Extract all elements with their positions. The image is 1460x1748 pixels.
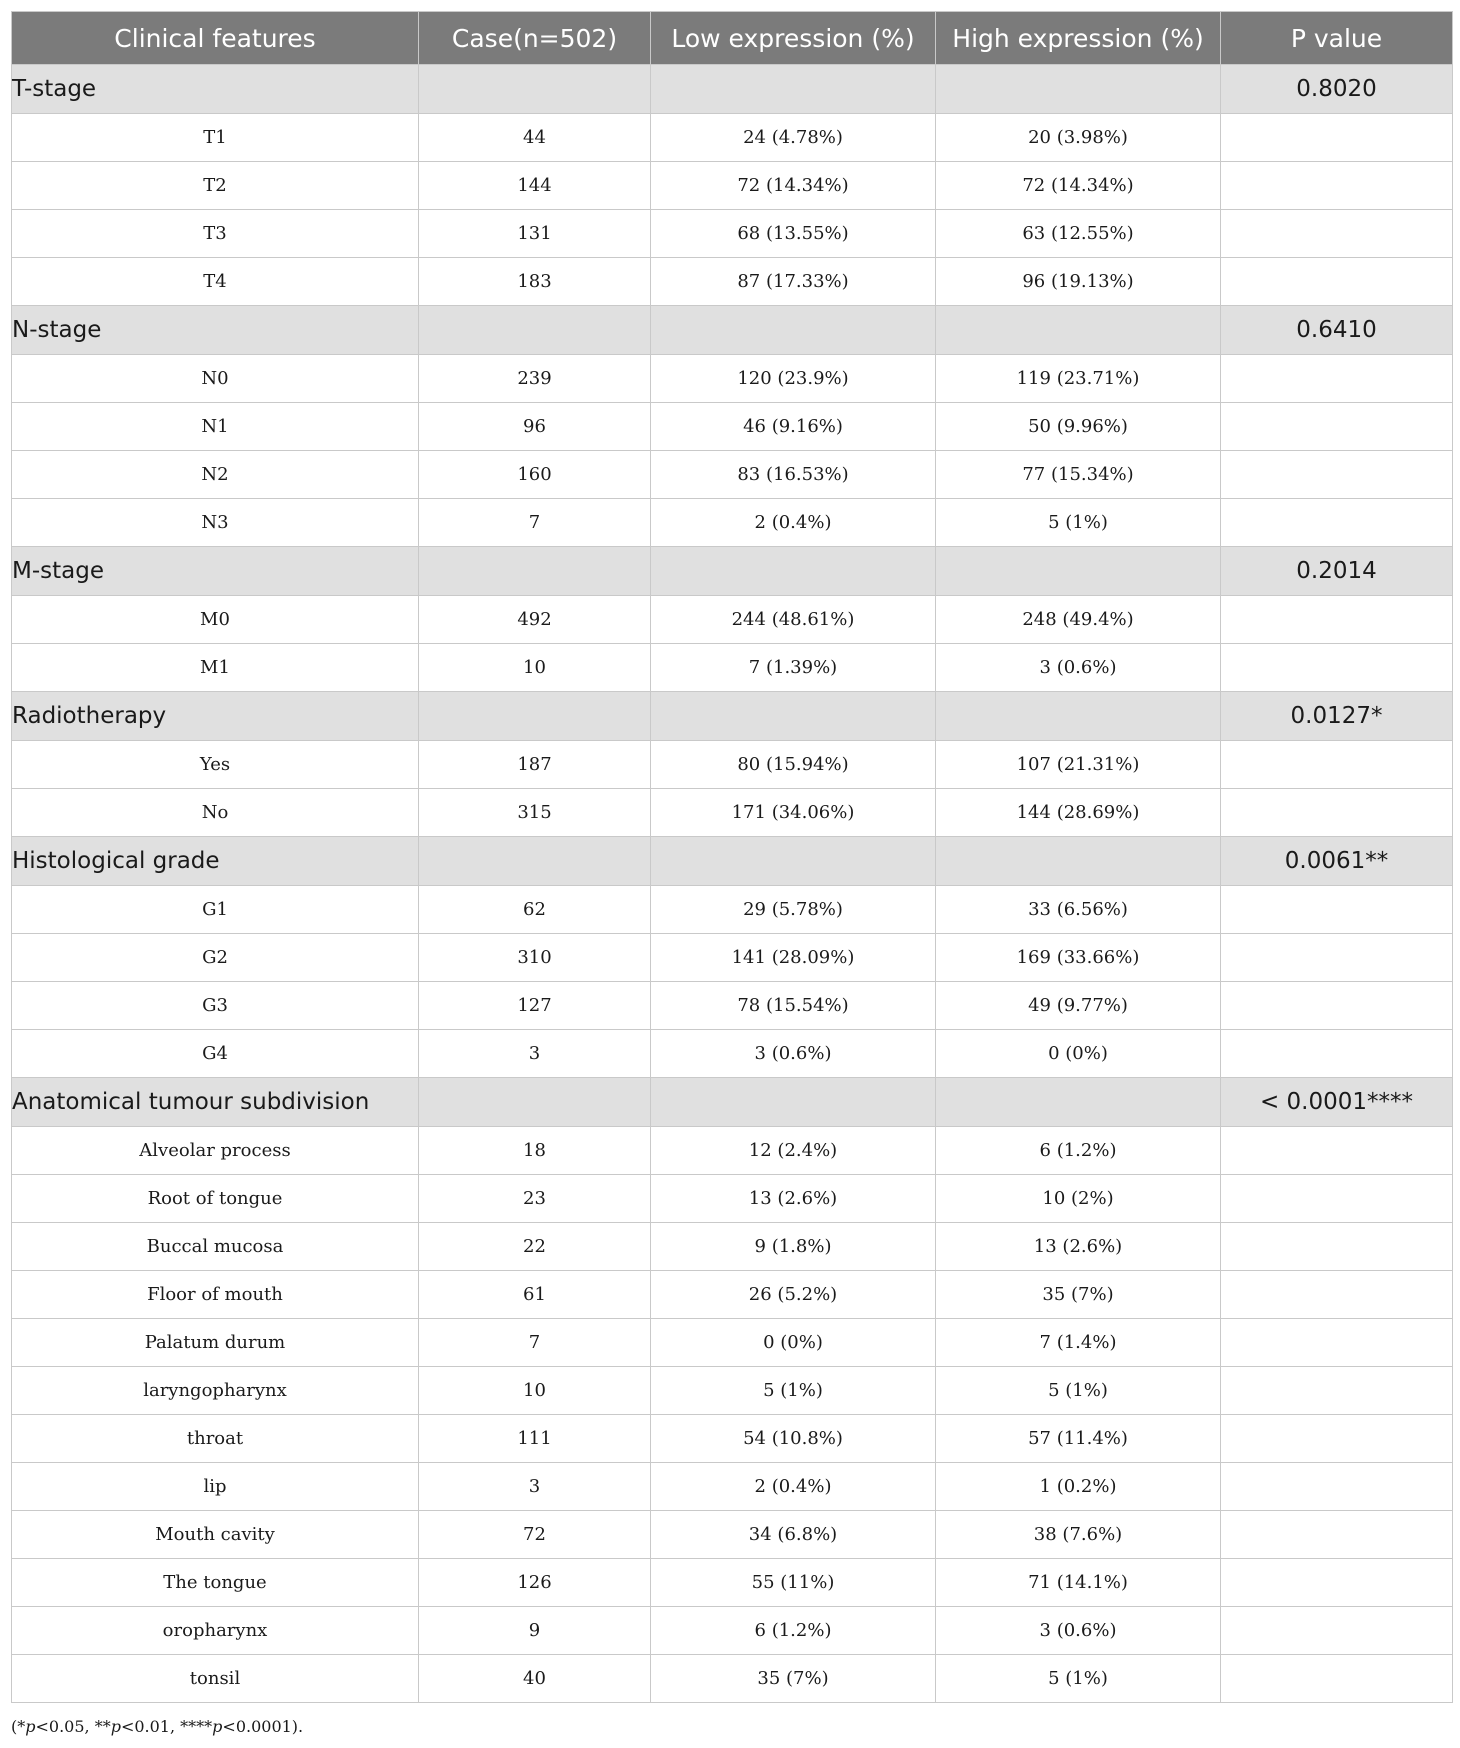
low-expression-cell: 120 (23.9%) [651,355,936,403]
table-row [12,499,1453,547]
footnote-text: <0.05, ** [35,1717,111,1736]
high-expression-cell: 33 (6.56%) [936,886,1221,934]
feature-cell: Palatum durum [12,1319,419,1367]
group-name: N-stage [12,306,419,355]
low-expression-cell: 46 (9.16%) [651,403,936,451]
feature-cell: throat [12,1415,419,1463]
feature-cell: Yes [12,741,419,789]
p-value-cell [1221,934,1453,982]
group-name: Anatomical tumour subdivision [12,1078,419,1127]
group-empty-cell [936,837,1221,886]
p-value-cell [1221,114,1453,162]
p-value-cell [1221,403,1453,451]
high-expression-cell: 248 (49.4%) [936,596,1221,644]
case-cell: 18 [419,1127,651,1175]
footnote-text: <0.0001). [222,1717,304,1736]
case-cell: 22 [419,1223,651,1271]
high-expression-cell: 7 (1.4%) [936,1319,1221,1367]
table-row [12,403,1453,451]
feature-cell: N3 [12,499,419,547]
group-p-value: 0.0127* [1221,692,1453,741]
table-row [12,741,1453,789]
table-body [12,65,1453,1703]
high-expression-cell: 20 (3.98%) [936,114,1221,162]
low-expression-cell: 0 (0%) [651,1319,936,1367]
feature-cell: Root of tongue [12,1175,419,1223]
high-expression-cell: 57 (11.4%) [936,1415,1221,1463]
high-expression-cell: 50 (9.96%) [936,403,1221,451]
low-expression-cell: 171 (34.06%) [651,789,936,837]
feature-cell: G2 [12,934,419,982]
case-cell: 10 [419,644,651,692]
table-row [12,1175,1453,1223]
case-cell: 315 [419,789,651,837]
group-empty-cell [419,65,651,114]
p-value-cell [1221,1319,1453,1367]
footnote-p-var: p [110,1717,121,1736]
table-row [12,982,1453,1030]
feature-cell: G1 [12,886,419,934]
group-name: Histological grade [12,837,419,886]
p-value-cell [1221,210,1453,258]
feature-cell: T3 [12,210,419,258]
low-expression-cell: 87 (17.33%) [651,258,936,306]
p-value-cell [1221,499,1453,547]
table-row [12,1607,1453,1655]
high-expression-cell: 0 (0%) [936,1030,1221,1078]
p-value-cell [1221,1463,1453,1511]
table-row [12,1511,1453,1559]
table-footnote [11,1717,303,1736]
high-expression-cell: 119 (23.71%) [936,355,1221,403]
footnote-p-var: p [25,1717,36,1736]
group-name: Radiotherapy [12,692,419,741]
case-cell: 96 [419,403,651,451]
high-expression-cell: 71 (14.1%) [936,1559,1221,1607]
case-cell: 239 [419,355,651,403]
low-expression-cell: 54 (10.8%) [651,1415,936,1463]
table-row [12,258,1453,306]
table-header [12,12,1453,65]
low-expression-cell: 80 (15.94%) [651,741,936,789]
feature-cell: lip [12,1463,419,1511]
feature-cell: laryngopharynx [12,1367,419,1415]
table-row [12,1127,1453,1175]
group-name: T-stage [12,65,419,114]
table-row [12,1030,1453,1078]
p-value-cell [1221,258,1453,306]
header-low-expression: Low expression (%) [651,12,936,65]
table-row [12,1367,1453,1415]
low-expression-cell: 244 (48.61%) [651,596,936,644]
feature-cell: Buccal mucosa [12,1223,419,1271]
p-value-cell [1221,355,1453,403]
p-value-cell [1221,1559,1453,1607]
case-cell: 144 [419,162,651,210]
table-row [12,355,1453,403]
case-cell: 3 [419,1030,651,1078]
low-expression-cell: 24 (4.78%) [651,114,936,162]
feature-cell: N0 [12,355,419,403]
low-expression-cell: 9 (1.8%) [651,1223,936,1271]
case-cell: 131 [419,210,651,258]
low-expression-cell: 35 (7%) [651,1655,936,1703]
low-expression-cell: 26 (5.2%) [651,1271,936,1319]
header-p-value: P value [1221,12,1453,65]
group-row [12,692,1453,741]
feature-cell: G4 [12,1030,419,1078]
group-row [12,547,1453,596]
table-row [12,596,1453,644]
table-row [12,789,1453,837]
group-empty-cell [651,692,936,741]
low-expression-cell: 2 (0.4%) [651,1463,936,1511]
feature-cell: oropharynx [12,1607,419,1655]
case-cell: 61 [419,1271,651,1319]
high-expression-cell: 5 (1%) [936,1367,1221,1415]
table-row [12,451,1453,499]
case-cell: 310 [419,934,651,982]
low-expression-cell: 29 (5.78%) [651,886,936,934]
case-cell: 187 [419,741,651,789]
low-expression-cell: 13 (2.6%) [651,1175,936,1223]
feature-cell: M0 [12,596,419,644]
p-value-cell [1221,886,1453,934]
group-empty-cell [651,306,936,355]
case-cell: 10 [419,1367,651,1415]
group-empty-cell [936,547,1221,596]
table-row [12,1463,1453,1511]
high-expression-cell: 5 (1%) [936,1655,1221,1703]
feature-cell: T1 [12,114,419,162]
high-expression-cell: 10 (2%) [936,1175,1221,1223]
case-cell: 9 [419,1607,651,1655]
high-expression-cell: 3 (0.6%) [936,644,1221,692]
p-value-cell [1221,1223,1453,1271]
p-value-cell [1221,1271,1453,1319]
high-expression-cell: 49 (9.77%) [936,982,1221,1030]
feature-cell: G3 [12,982,419,1030]
case-cell: 40 [419,1655,651,1703]
group-p-value: 0.2014 [1221,547,1453,596]
group-p-value: 0.0061** [1221,837,1453,886]
high-expression-cell: 5 (1%) [936,499,1221,547]
low-expression-cell: 5 (1%) [651,1367,936,1415]
group-empty-cell [419,547,651,596]
p-value-cell [1221,982,1453,1030]
low-expression-cell: 6 (1.2%) [651,1607,936,1655]
table-row [12,1415,1453,1463]
high-expression-cell: 77 (15.34%) [936,451,1221,499]
feature-cell: Alveolar process [12,1127,419,1175]
group-row [12,306,1453,355]
case-cell: 7 [419,499,651,547]
case-cell: 62 [419,886,651,934]
high-expression-cell: 107 (21.31%) [936,741,1221,789]
group-empty-cell [651,837,936,886]
feature-cell: T2 [12,162,419,210]
low-expression-cell: 3 (0.6%) [651,1030,936,1078]
p-value-cell [1221,644,1453,692]
low-expression-cell: 78 (15.54%) [651,982,936,1030]
table-row [12,934,1453,982]
group-empty-cell [936,1078,1221,1127]
footnote-p-var: p [212,1717,223,1736]
case-cell: 183 [419,258,651,306]
case-cell: 44 [419,114,651,162]
feature-cell: N1 [12,403,419,451]
clinical-features-table [11,11,1453,1703]
feature-cell: tonsil [12,1655,419,1703]
low-expression-cell: 12 (2.4%) [651,1127,936,1175]
feature-cell: Mouth cavity [12,1511,419,1559]
group-empty-cell [936,65,1221,114]
case-cell: 23 [419,1175,651,1223]
p-value-cell [1221,1415,1453,1463]
high-expression-cell: 35 (7%) [936,1271,1221,1319]
footnote-open: (* [11,1717,26,1736]
case-cell: 111 [419,1415,651,1463]
case-cell: 3 [419,1463,651,1511]
p-value-cell [1221,1511,1453,1559]
case-cell: 126 [419,1559,651,1607]
group-empty-cell [651,65,936,114]
low-expression-cell: 83 (16.53%) [651,451,936,499]
table-row [12,114,1453,162]
feature-cell: The tongue [12,1559,419,1607]
table-row [12,644,1453,692]
table-row [12,210,1453,258]
p-value-cell [1221,1127,1453,1175]
feature-cell: T4 [12,258,419,306]
table-row [12,886,1453,934]
p-value-cell [1221,162,1453,210]
p-value-cell [1221,1607,1453,1655]
header-case-count: Case(n=502) [419,12,651,65]
case-cell: 492 [419,596,651,644]
feature-cell: Floor of mouth [12,1271,419,1319]
high-expression-cell: 96 (19.13%) [936,258,1221,306]
table-row [12,162,1453,210]
p-value-cell [1221,1367,1453,1415]
group-p-value: 0.6410 [1221,306,1453,355]
group-p-value: < 0.0001**** [1221,1078,1453,1127]
high-expression-cell: 72 (14.34%) [936,162,1221,210]
group-empty-cell [651,1078,936,1127]
feature-cell: M1 [12,644,419,692]
case-cell: 72 [419,1511,651,1559]
p-value-cell [1221,451,1453,499]
high-expression-cell: 38 (7.6%) [936,1511,1221,1559]
high-expression-cell: 169 (33.66%) [936,934,1221,982]
high-expression-cell: 63 (12.55%) [936,210,1221,258]
header-high-expression: High expression (%) [936,12,1221,65]
group-empty-cell [651,547,936,596]
header-clinical-features: Clinical features [12,12,419,65]
feature-cell: N2 [12,451,419,499]
group-empty-cell [419,837,651,886]
group-empty-cell [419,306,651,355]
table-row [12,1655,1453,1703]
p-value-cell [1221,741,1453,789]
low-expression-cell: 72 (14.34%) [651,162,936,210]
group-row [12,65,1453,114]
group-row [12,837,1453,886]
low-expression-cell: 2 (0.4%) [651,499,936,547]
high-expression-cell: 6 (1.2%) [936,1127,1221,1175]
table-row [12,1319,1453,1367]
p-value-cell [1221,1655,1453,1703]
table-row [12,1559,1453,1607]
low-expression-cell: 34 (6.8%) [651,1511,936,1559]
header-row [12,12,1453,65]
feature-cell: No [12,789,419,837]
group-name: M-stage [12,547,419,596]
table-row [12,1223,1453,1271]
high-expression-cell: 13 (2.6%) [936,1223,1221,1271]
low-expression-cell: 55 (11%) [651,1559,936,1607]
case-cell: 127 [419,982,651,1030]
group-empty-cell [936,692,1221,741]
case-cell: 160 [419,451,651,499]
low-expression-cell: 141 (28.09%) [651,934,936,982]
p-value-cell [1221,789,1453,837]
group-p-value: 0.8020 [1221,65,1453,114]
high-expression-cell: 144 (28.69%) [936,789,1221,837]
p-value-cell [1221,1030,1453,1078]
group-empty-cell [419,1078,651,1127]
low-expression-cell: 7 (1.39%) [651,644,936,692]
high-expression-cell: 1 (0.2%) [936,1463,1221,1511]
group-empty-cell [419,692,651,741]
group-empty-cell [936,306,1221,355]
footnote-text: <0.01, **** [120,1717,213,1736]
table-row [12,1271,1453,1319]
group-row [12,1078,1453,1127]
low-expression-cell: 68 (13.55%) [651,210,936,258]
p-value-cell [1221,596,1453,644]
p-value-cell [1221,1175,1453,1223]
case-cell: 7 [419,1319,651,1367]
high-expression-cell: 3 (0.6%) [936,1607,1221,1655]
